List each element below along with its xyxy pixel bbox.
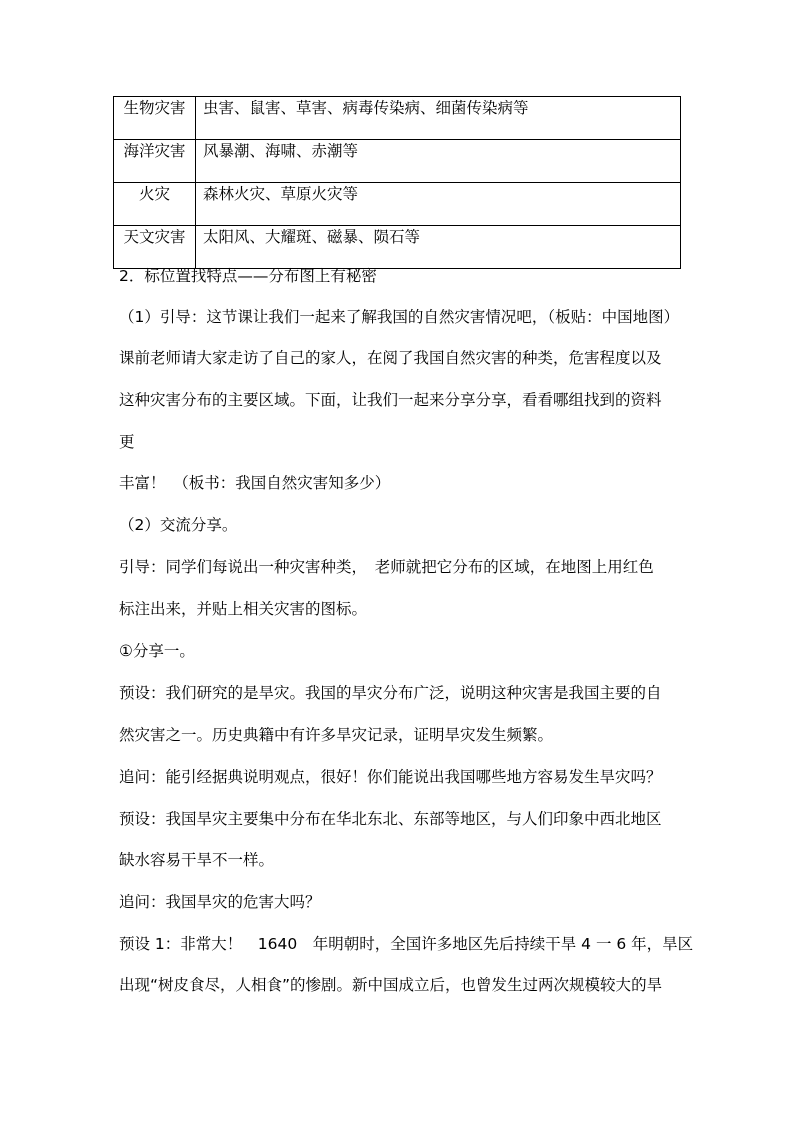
table-cell-items: 太阳风、大耀斑、磁暴、陨石等 — [196, 226, 681, 269]
paragraph-line: 这种灾害分布的主要区域。下面，让我们一起来分享分享，看看哪组找到的资料 — [119, 391, 662, 409]
paragraph-line: 缺水容易干旱不一样。 — [119, 851, 275, 869]
paragraph-line: ①分享一。 — [119, 642, 195, 660]
table-row — [114, 97, 681, 140]
paragraph-line: 出现“树皮食尽，人相食”的惨剧。新中国成立后，也曾发生过两次规模较大的旱 — [119, 976, 663, 994]
table-cell-category: 生物灾害 — [114, 97, 196, 140]
paragraph-line: 引导：同学们每说出一种灾害种类， 老师就把它分布的区域，在地图上用红色 — [119, 558, 654, 576]
disaster-table — [113, 96, 681, 269]
table-row — [114, 183, 681, 226]
table-cell-category: 火灾 — [114, 183, 196, 226]
section-heading: 2．标位置找特点——分布图上有秘密 — [119, 267, 377, 285]
table-cell-items: 虫害、鼠害、草害、病毒传染病、细菌传染病等 — [196, 97, 681, 140]
paragraph-line: 丰富！ （板书：我国自然灾害知多少） — [119, 474, 391, 492]
paragraph-line: 预设：我们研究的是旱灾。我国的旱灾分布广泛，说明这种灾害是我国主要的自 — [119, 684, 662, 702]
paragraph-line: 然灾害之一。历史典籍中有许多旱灾记录，证明旱灾发生频繁。 — [119, 726, 554, 744]
table-cell-category: 天文灾害 — [114, 226, 196, 269]
table-cell-items: 风暴潮、海啸、赤潮等 — [196, 140, 681, 183]
table-cell-category: 海洋灾害 — [114, 140, 196, 183]
paragraph-line: （2）交流分享。 — [119, 516, 238, 534]
table-cell-items: 森林火灾、草原火灾等 — [196, 183, 681, 226]
paragraph-line: 更 — [119, 433, 135, 451]
paragraph-line: 追问：能引经据典说明观点，很好！你们能说出我国哪些地方容易发生旱灾吗？ — [119, 768, 662, 786]
paragraph-line: 标注出来，并贴上相关灾害的图标。 — [119, 600, 368, 618]
paragraph-line: 追问：我国旱灾的危害大吗？ — [119, 893, 321, 911]
paragraph-line: 课前老师请大家走访了自己的家人，在阅了我国自然灾害的种类，危害程度以及 — [119, 349, 662, 367]
table-row — [114, 226, 681, 269]
paragraph-line: 预设 1：非常大！ 1640 年明朝时，全国许多地区先后持续干旱 4 一 6 年，旱区 — [119, 935, 694, 953]
paragraph-line: 预设：我国旱灾主要集中分布在华北东北、东部等地区，与人们印象中西北地区 — [119, 810, 662, 828]
paragraph-line: （1）引导：这节课让我们一起来了解我国的自然灾害情况吧，（板贴：中国地图） — [119, 308, 680, 326]
table-row — [114, 140, 681, 183]
